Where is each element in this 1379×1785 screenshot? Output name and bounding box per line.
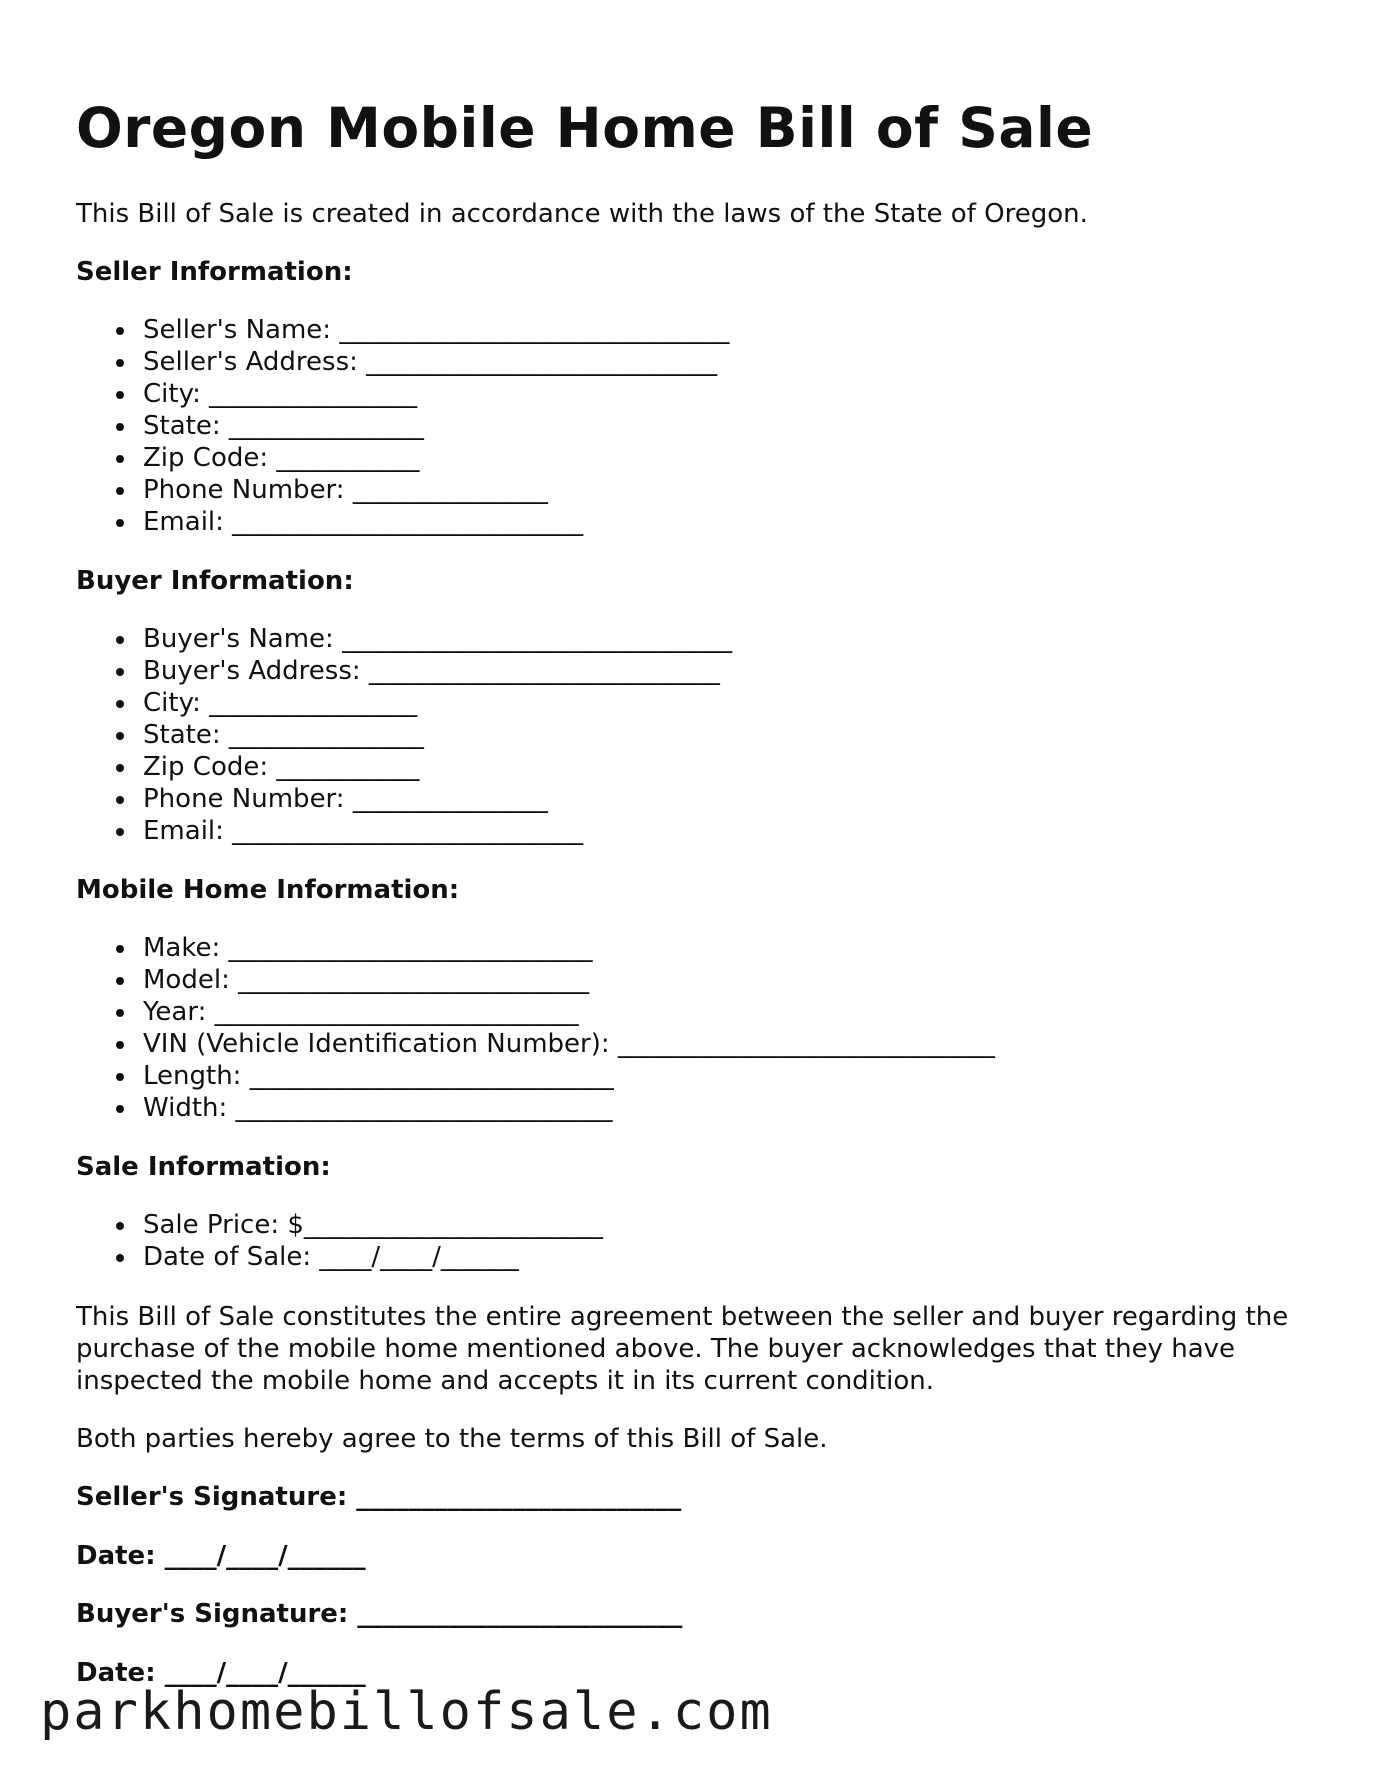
seller-signature-line: Seller's Signature: _________________________ bbox=[76, 1482, 682, 1512]
seller-address-field: Seller's Address: ___________________________ bbox=[143, 346, 729, 378]
agreement-text: This Bill of Sale constitutes the entire agreement between the seller and buyer regarding the purchase of the mobile home mentioned above. The buyer acknowledges that they have inspected the mobile home and accepts it in its current condition. bbox=[76, 1302, 1289, 1396]
buyer-zip-field: Zip Code: ___________ bbox=[143, 751, 732, 783]
date-of-sale-field: Date of Sale: ____/____/______ bbox=[143, 1241, 603, 1273]
buyer-email-field: Email: ___________________________ bbox=[143, 815, 732, 847]
seller-email-field: Email: ___________________________ bbox=[143, 506, 729, 538]
width-field: Width: _____________________________ bbox=[143, 1092, 995, 1124]
mobile-home-fields bbox=[76, 932, 995, 1124]
sale-heading: Sale Information: bbox=[76, 1152, 331, 1182]
model-field: Model: ___________________________ bbox=[143, 964, 995, 996]
year-field: Year: ____________________________ bbox=[143, 996, 995, 1028]
buyer-signature-line: Buyer's Signature: _________________________ bbox=[76, 1599, 683, 1629]
seller-zip-field: Zip Code: ___________ bbox=[143, 442, 729, 474]
page-title: Oregon Mobile Home Bill of Sale bbox=[76, 96, 1094, 160]
seller-heading: Seller Information: bbox=[76, 257, 353, 287]
vin-field: VIN (Vehicle Identification Number): _____________________________ bbox=[143, 1029, 995, 1059]
sale-price-field: Sale Price: $_______________________ bbox=[143, 1210, 603, 1240]
site-watermark: parkhomebillofsale.com bbox=[40, 1682, 773, 1742]
both-parties-text: Both parties hereby agree to the terms of this Bill of Sale. bbox=[76, 1424, 828, 1454]
intro-text: This Bill of Sale is created in accordance with the laws of the State of Oregon. bbox=[76, 199, 1088, 229]
buyer-city-field: City: ________________ bbox=[143, 687, 732, 719]
buyer-heading: Buyer Information: bbox=[76, 566, 354, 596]
buyer-date-line: Date: ____/____/______ bbox=[76, 1658, 366, 1688]
sale-fields bbox=[76, 1209, 603, 1273]
seller-date-line: Date: ____/____/______ bbox=[76, 1541, 366, 1571]
length-field: Length: ____________________________ bbox=[143, 1060, 995, 1092]
seller-fields bbox=[76, 314, 729, 538]
seller-name-field: Seller's Name: ______________________________ bbox=[143, 315, 730, 345]
buyer-address-field: Buyer's Address: ___________________________ bbox=[143, 655, 732, 687]
buyer-phone-field: Phone Number: _______________ bbox=[143, 783, 732, 815]
seller-city-field: City: ________________ bbox=[143, 378, 729, 410]
buyer-state-field: State: _______________ bbox=[143, 719, 732, 751]
make-field: Make: ____________________________ bbox=[143, 932, 995, 964]
seller-phone-field: Phone Number: _______________ bbox=[143, 474, 729, 506]
buyer-name-field: Buyer's Name: ______________________________ bbox=[143, 624, 733, 654]
mobile-home-heading: Mobile Home Information: bbox=[76, 875, 460, 905]
buyer-fields bbox=[76, 623, 732, 847]
seller-state-field: State: _______________ bbox=[143, 410, 729, 442]
